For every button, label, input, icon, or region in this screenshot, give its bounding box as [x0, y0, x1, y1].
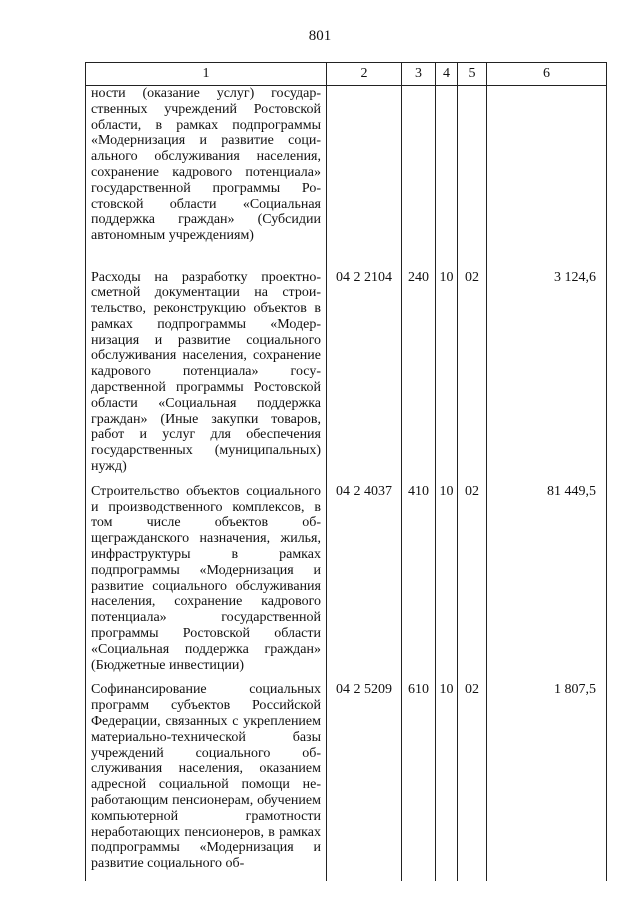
column-header-5: 5 [458, 63, 487, 86]
row-amount: 3 124,6 [487, 270, 607, 484]
column-header-1: 1 [86, 63, 327, 86]
row-vr-code [402, 86, 436, 270]
column-header-3: 3 [402, 63, 436, 86]
row-csr-code: 04 2 5209 [327, 682, 402, 881]
row-vr-code: 610 [402, 682, 436, 881]
table-row [86, 86, 607, 270]
column-header-2: 2 [327, 63, 402, 86]
row-amount: 1 807,5 [487, 682, 607, 881]
row-section: 10 [436, 682, 458, 881]
row-description: Строительство объектов социального и производственного комплексов, в том числе объектов общегражданского назначения, жилья, инфраструктуры в рамках подпрограммы «Модернизация и развитие социального обслуживания населения, сохранение кадрового потенциала» государственной программы Ростовской области «Социальная поддержка граждан» (Бюджетные инвестиции) [86, 484, 327, 683]
table-row [86, 270, 607, 484]
row-csr-code [327, 86, 402, 270]
row-vr-code: 410 [402, 484, 436, 683]
row-vr-code: 240 [402, 270, 436, 484]
row-section: 10 [436, 270, 458, 484]
column-header-6: 6 [487, 63, 607, 86]
row-csr-code: 04 2 4037 [327, 484, 402, 683]
table-header-row [86, 63, 607, 86]
row-subsection [458, 86, 487, 270]
row-subsection: 02 [458, 484, 487, 683]
row-subsection: 02 [458, 270, 487, 484]
row-description: Софинансирование социальных программ субъектов Российской Федерации, связанных с укреплением материально-технической базы учреждений социального обслуживания населения, оказанием адресной социальной помощи неработающим пенсионерам, обучением компьютерной грамотности неработающих пенсионеров, в рамках подпрограммы «Модернизация и развитие социального об- [86, 682, 327, 881]
row-subsection: 02 [458, 682, 487, 881]
row-description: Расходы на разработку проектно-сметной документации на строительство, реконструкцию объектов в рамках подпрограммы «Модернизация и развитие социального обслуживания населения, сохранение кадрового потенциала» государственной программы Ростовской области «Социальная поддержка граждан» (Иные закупки товаров, работ и услуг для обеспечения государственных (муниципальных) нужд) [86, 270, 327, 484]
row-description: ности (оказание услуг) государственных учреждений Ростовской области, в рамках подпрограммы «Модернизация и развитие социального обслуживания населения, сохранение кадрового потенциала» государственной программы Ростовской области «Социальная поддержка граждан» (Субсидии автономным учреждениям) [86, 86, 327, 270]
row-amount: 81 449,5 [487, 484, 607, 683]
column-header-4: 4 [436, 63, 458, 86]
table-row [86, 682, 607, 881]
table-row [86, 484, 607, 683]
row-csr-code: 04 2 2104 [327, 270, 402, 484]
budget-table [85, 62, 607, 881]
row-section [436, 86, 458, 270]
page-number: 801 [308, 28, 332, 44]
row-amount [487, 86, 607, 270]
row-section: 10 [436, 484, 458, 683]
